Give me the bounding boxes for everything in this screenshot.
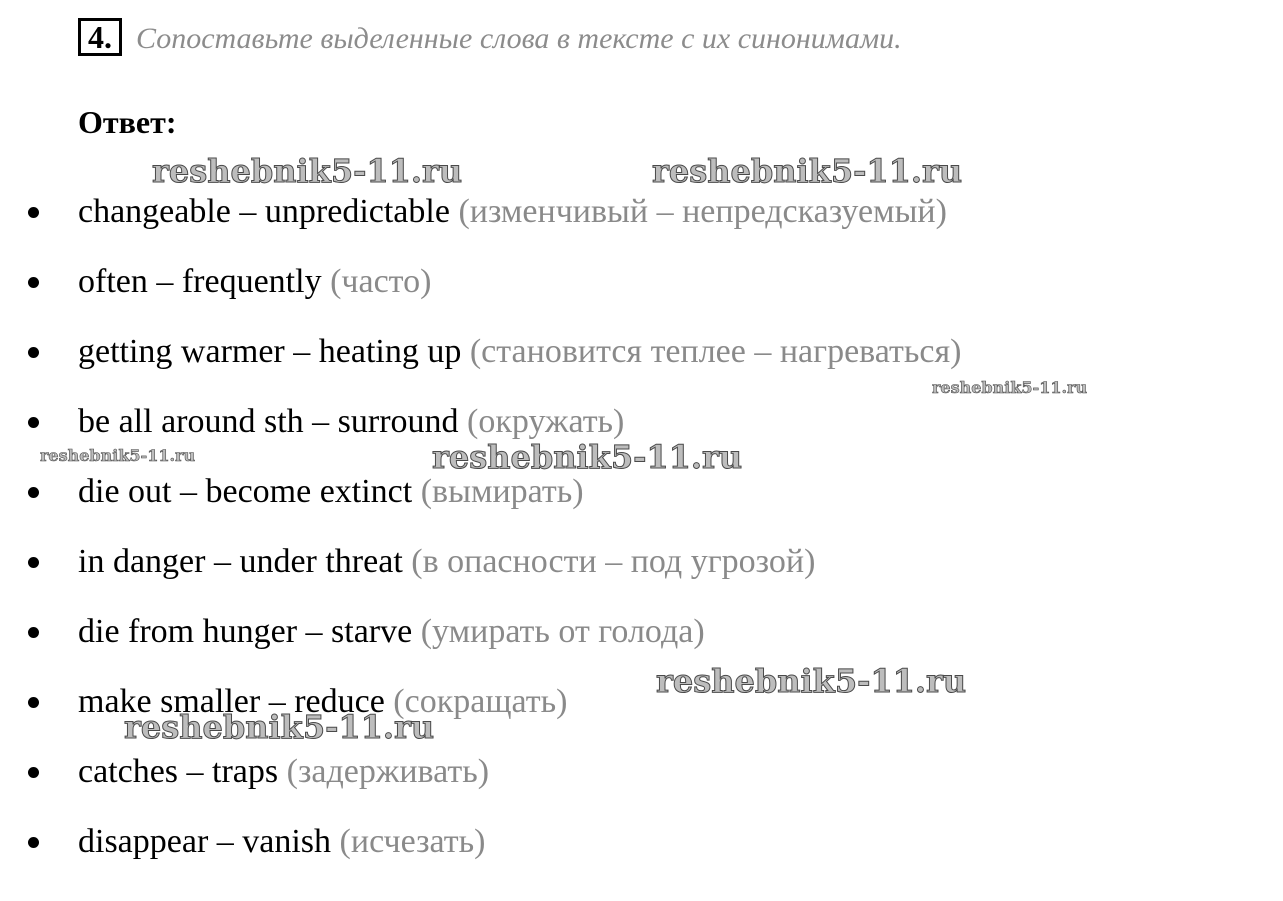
item-text	[78, 260, 431, 304]
item-text	[78, 540, 815, 584]
bullet-icon	[28, 207, 39, 218]
translation: (задерживать)	[286, 753, 490, 790]
synonym-pair: die out – become extinct	[78, 473, 413, 510]
bullet-icon	[28, 627, 39, 638]
bullet-icon	[28, 837, 39, 848]
translation: (вымирать)	[420, 473, 584, 510]
bullet-icon	[28, 767, 39, 778]
translation: (окружать)	[467, 403, 625, 440]
synonym-pair: getting warmer – heating up	[78, 333, 462, 370]
item-text	[78, 820, 485, 864]
item-text	[78, 470, 584, 514]
bullet-icon	[28, 697, 39, 708]
synonym-pair: disappear – vanish	[78, 823, 332, 860]
translation: (исчезать)	[339, 823, 486, 860]
synonym-pair: make smaller – reduce	[78, 683, 385, 720]
translation: (часто)	[330, 263, 432, 300]
synonym-pair: in danger – under threat	[78, 543, 403, 580]
watermark: reshebnik5-11.ru	[40, 446, 196, 465]
watermark: reshebnik5-11.ru	[932, 378, 1088, 397]
item-text	[78, 750, 489, 794]
watermark: reshebnik5-11.ru	[152, 152, 463, 190]
translation: (изменчивый – непредсказуемый)	[458, 193, 947, 230]
watermark: reshebnik5-11.ru	[652, 152, 963, 190]
synonym-pair: die from hunger – starve	[78, 613, 413, 650]
item-text	[78, 330, 961, 374]
bullet-icon	[28, 277, 39, 288]
translation: (в опасности – под угрозой)	[411, 543, 816, 580]
synonym-pair: often – frequently	[78, 263, 322, 300]
translation: (умирать от голода)	[420, 613, 705, 650]
bullet-icon	[28, 487, 39, 498]
task-number: 4.	[78, 18, 122, 56]
synonym-pair: catches – traps	[78, 753, 279, 790]
translation: (становится теплее – нагреваться)	[469, 333, 962, 370]
answer-label: Ответ:	[78, 104, 177, 140]
task-instruction: Сопоставьте выделенные слова в тексте с их синонимами.	[136, 22, 902, 55]
watermark: reshebnik5-11.ru	[124, 708, 435, 746]
bullet-icon	[28, 557, 39, 568]
watermark: reshebnik5-11.ru	[656, 662, 967, 700]
translation: (сокращать)	[393, 683, 568, 720]
bullet-icon	[28, 417, 39, 428]
synonym-pair: changeable – unpredictable	[78, 193, 450, 230]
watermark: reshebnik5-11.ru	[432, 438, 743, 476]
item-text	[78, 190, 947, 234]
bullet-icon	[28, 347, 39, 358]
synonym-pair: be all around sth – surround	[78, 403, 459, 440]
item-text	[78, 610, 705, 654]
